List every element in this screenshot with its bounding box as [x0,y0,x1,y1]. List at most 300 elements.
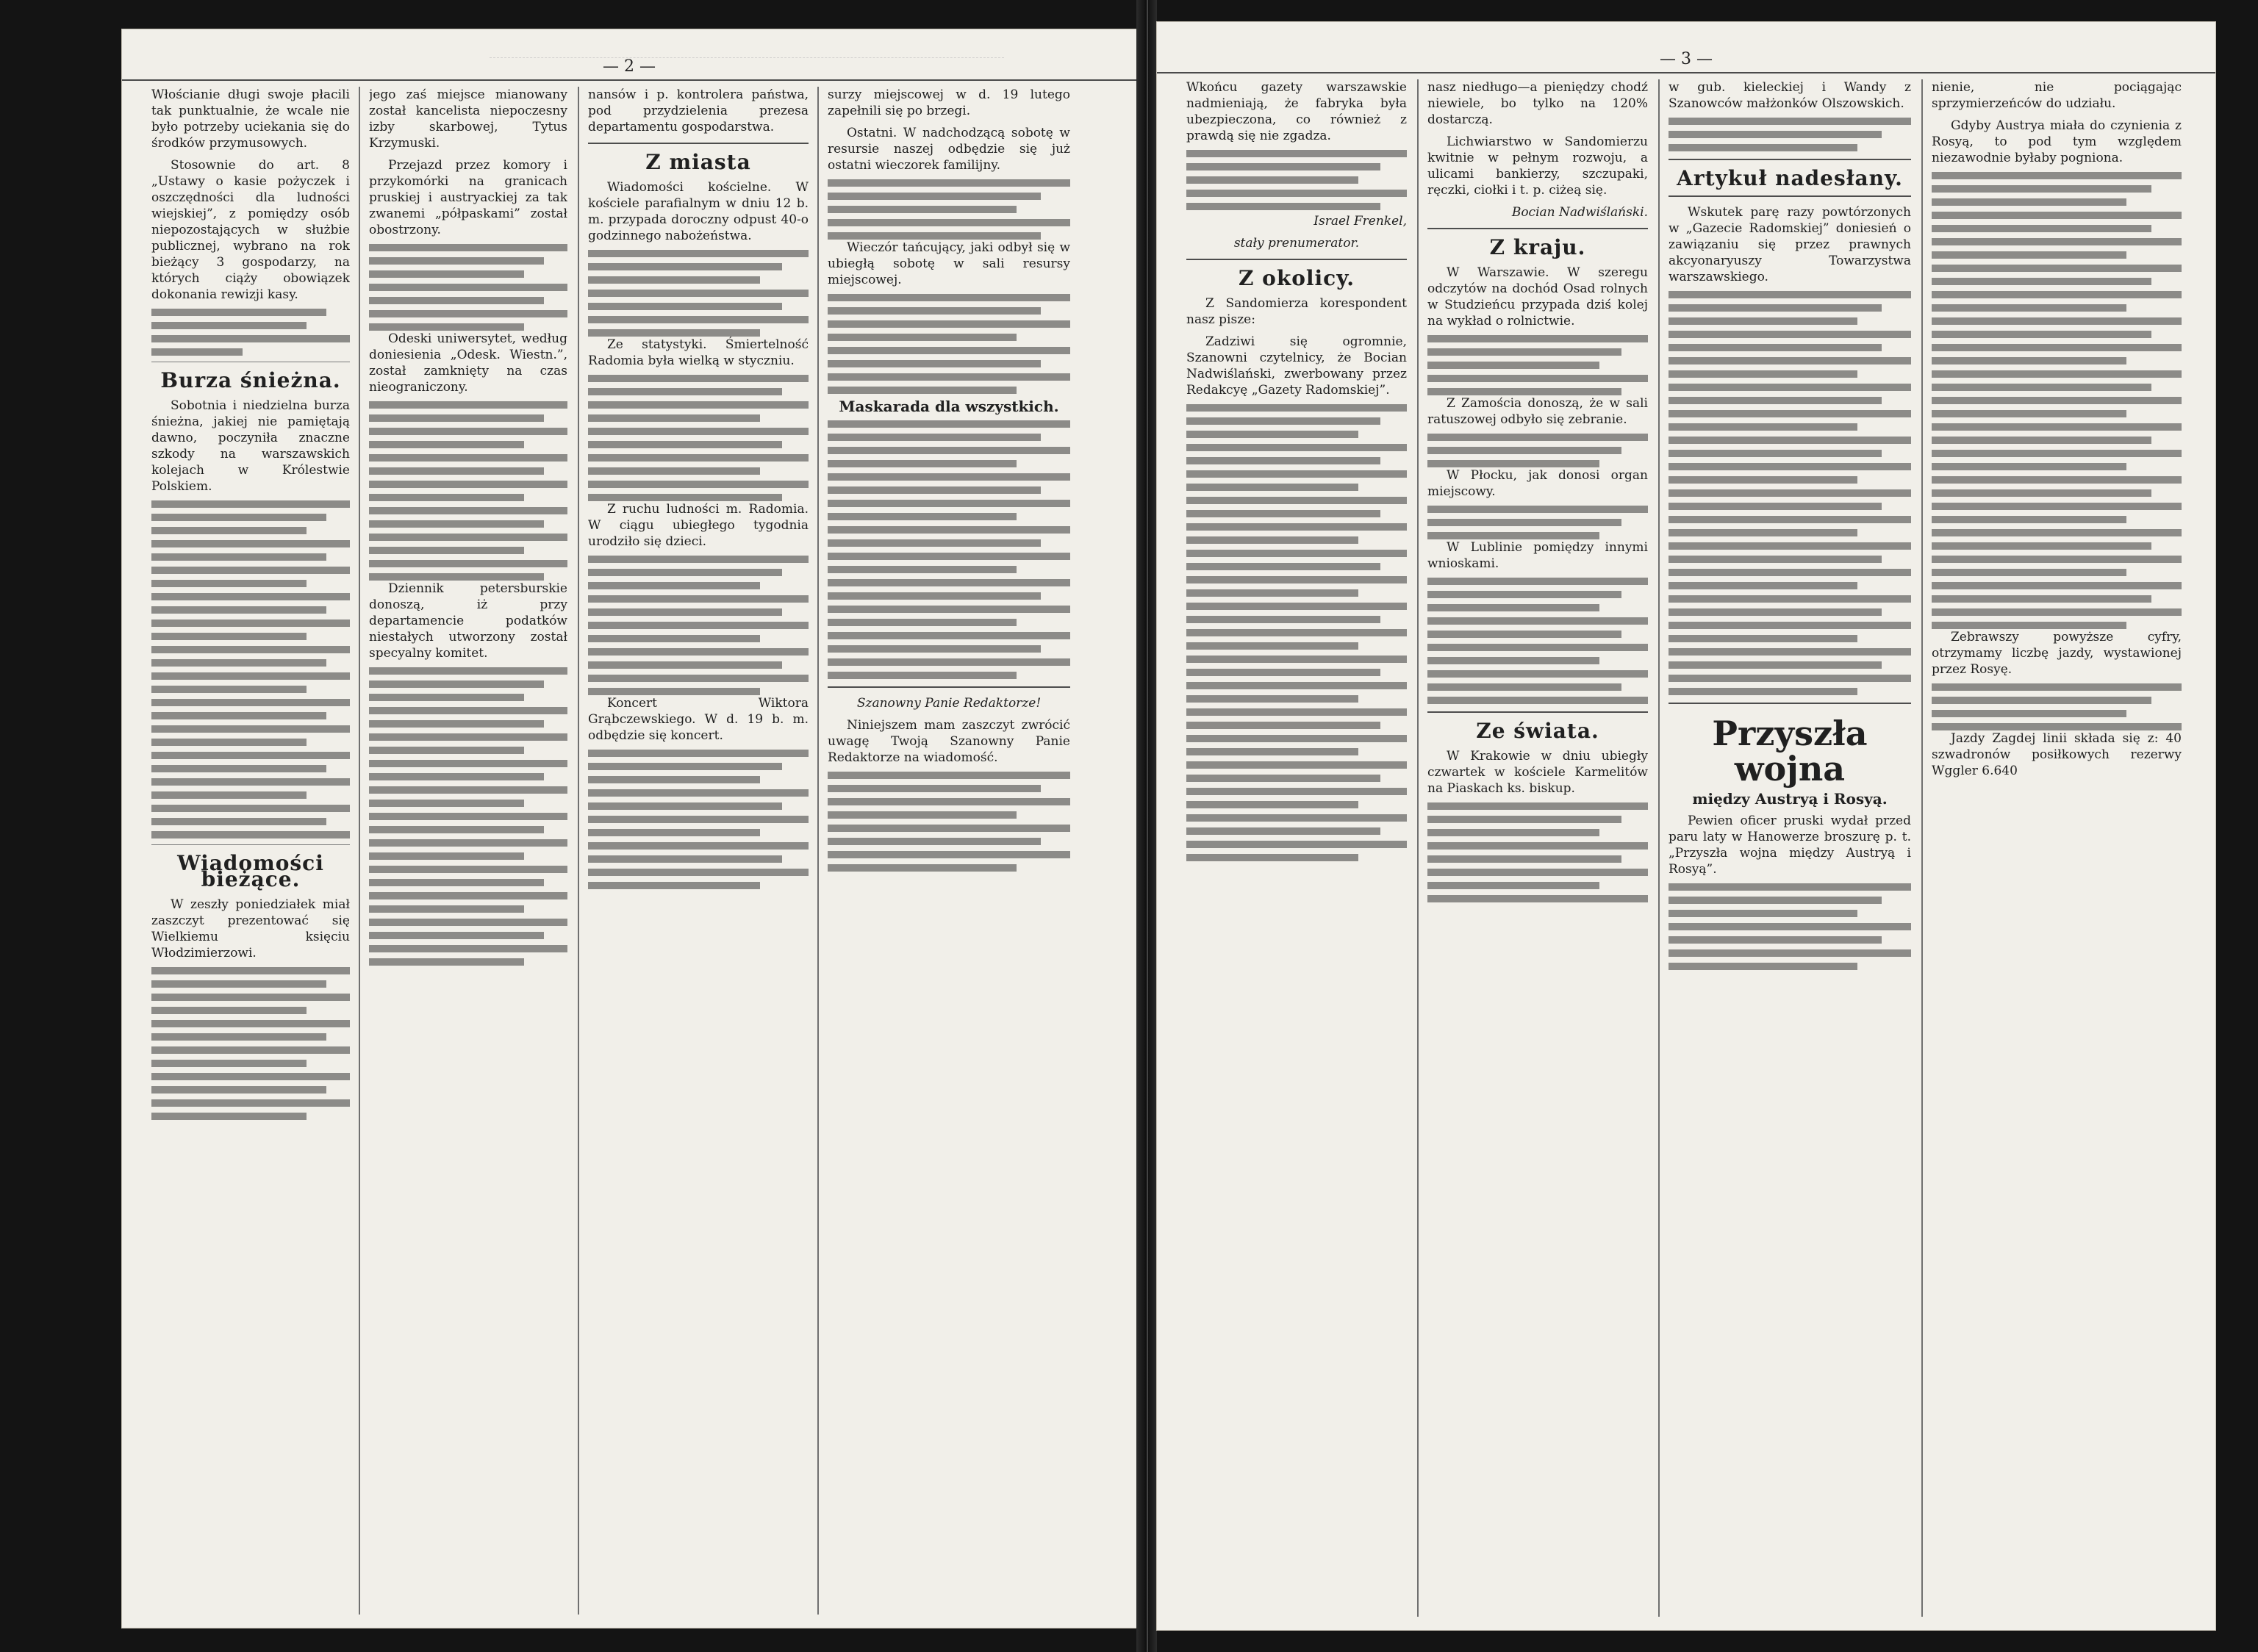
text-line [828,513,1017,520]
text-line [1669,450,1882,457]
text-line [588,454,809,462]
text-line [1932,251,2126,259]
left-col-1 [151,87,350,1615]
text-line [1186,775,1380,782]
left-col-2 [369,87,567,1615]
text-line [588,688,760,695]
text-line [1932,172,2182,179]
text-line [828,360,1041,367]
text-line [1932,397,2182,404]
text-line [1427,869,1648,876]
text-line [1427,447,1621,454]
text-line [369,866,567,873]
text-line [588,802,782,810]
text-line [828,179,1070,187]
text-line [151,1086,326,1093]
text-line [1669,304,1882,312]
text-line [369,773,544,780]
text-line [1186,163,1380,170]
text-line [151,620,350,627]
text-line [1932,622,2126,629]
signature-line: Israel Frenkel, [1313,214,1407,229]
text-line [151,527,307,534]
text-line [1427,388,1621,395]
text-line [1427,855,1621,863]
text-line [1186,603,1407,610]
text-line [828,553,1070,560]
text-line [1186,722,1380,729]
carnival-text: Ostatni. W nadchodzącą sobotę w resursie naszej odbędzie się już ostatni wieczorek familijny. [828,126,1070,173]
text-line [151,818,326,825]
text-line [151,712,326,719]
text-line [369,441,524,448]
text-line [369,507,567,514]
text-line [1186,656,1407,663]
text-line [828,566,1017,573]
text-line [151,725,350,733]
separator [151,844,350,845]
section-rule [1669,159,1911,160]
text-line [828,632,1070,639]
text-line [1932,265,2182,272]
text-line [1427,460,1599,467]
left-col4-top-text: surzy miejscowej w d. 19 lutego zapełnili się po brzegi. [828,87,1070,118]
text-line [588,290,809,297]
text-line [151,553,326,561]
column-rule [817,87,819,1615]
right-col3-top-text: w gub. kieleckiej i Wandy z Szanowców małżonków Olszowskich. [1669,80,1911,111]
right-col4-mid-text: Gdyby Austrya miała do czynienia z Rosyą, to pod tym względem niezawodnie byłaby pogniona. [1932,118,2182,165]
text-line [588,776,760,783]
text-line [588,329,760,337]
text-line [1669,437,1911,444]
news-lead: W zeszły poniedziałek miał zaszczyt prezentować się Wielkiemu księciu Włodzimierzowi. [151,897,350,960]
text-line [1427,591,1621,598]
text-line [369,520,544,528]
text-line [369,323,524,331]
text-line [1932,608,2182,616]
text-line [828,592,1041,600]
page-fold [1147,0,1148,1652]
text-line [1186,404,1407,412]
text-line [828,320,1070,328]
text-line [588,556,809,563]
text-line [588,494,782,501]
text-line [1669,622,1911,629]
text-line [828,526,1070,534]
text-line [588,375,809,382]
text-line [1932,304,2126,312]
text-line [151,739,307,746]
text-line [828,373,1070,381]
text-line [369,547,524,554]
text-line [828,579,1070,586]
text-line [1186,841,1407,848]
text-line [369,852,524,860]
article-title: Artykuł nadesłany. [1677,166,1903,190]
text-line [1186,589,1358,597]
text-line [1427,617,1648,625]
text-line [369,694,524,701]
text-line [369,257,544,265]
text-line [588,842,809,850]
text-line [588,428,809,435]
text-line [151,646,350,653]
text-line [1932,317,2182,325]
section-rule [1669,703,1911,704]
left-page-number: — 2 — [603,57,656,76]
text-line [1186,827,1380,835]
text-line [1669,357,1911,364]
text-line [151,500,350,508]
text-line [1669,463,1911,470]
text-line [369,879,544,886]
text-line [1669,897,1882,904]
text-line [1669,883,1911,891]
column-rule [1417,79,1419,1617]
text-line [588,882,760,889]
text-line [369,401,567,409]
text-line [151,699,350,706]
text-line [1186,642,1358,650]
text-line [151,1033,326,1041]
text-line [828,294,1070,301]
text-line [828,811,1017,819]
text-line [1186,176,1358,184]
text-line [1669,131,1882,138]
concert-text: Koncert Wiktora Grąbczewskiego. W d. 19 b. m. odbędzie się koncert. [588,696,809,743]
text-line [828,645,1041,653]
text-line [151,1113,307,1120]
right-page-number: — 3 — [1660,50,1713,68]
text-line [1669,118,1911,125]
text-line [1427,519,1621,526]
text-line [1932,516,2126,523]
text-line [1186,431,1358,438]
text-line [1427,895,1648,902]
text-line [1669,595,1911,603]
text-line [1186,563,1380,570]
text-line [828,658,1070,666]
text-line [369,270,524,278]
text-line [1932,529,2182,536]
text-line [1186,457,1380,464]
text-line [588,276,760,284]
text-line [151,335,350,342]
text-line [151,322,307,329]
text-line [1186,801,1358,808]
text-line [151,1073,350,1080]
text-line [588,316,809,323]
text-line [1186,616,1380,623]
text-line [1932,542,2151,550]
text-line [1932,556,2182,563]
right-page [1157,22,2215,1630]
text-line [1669,542,1911,550]
text-line [1932,278,2151,285]
right-col1-top-text: Wkońcu gazety warszawskie nadmieniają, że fabryka była ubezpieczona, co również z prawdą się nie zgadza. [1186,80,1407,143]
text-line [151,831,350,838]
text-line [151,686,307,693]
text-line [1669,370,1857,378]
text-line [588,622,809,629]
column-rule [359,87,360,1615]
text-line [151,980,326,988]
text-line [1669,317,1857,325]
text-line [828,232,1041,240]
text-line [1669,963,1857,970]
war-title: Przyszła wojna [1712,714,1868,789]
text-line [1669,936,1882,944]
text-line [1669,476,1857,484]
text-line [1427,532,1599,539]
text-line [151,309,326,316]
text-line [1932,331,2151,338]
text-line [588,582,760,589]
text-line [828,798,1070,805]
text-line [1427,697,1648,704]
section-rule [1427,711,1648,713]
text-line [1932,357,2126,364]
right-col4-top-text: nienie, nie pociągając sprzymierzeńców do udziału. [1932,80,2182,111]
evening-text: Wieczór tańcujący, jaki odbył się w ubiegłą sobotę w sali resursy miejscowej. [828,240,1070,287]
text-line [1427,348,1621,356]
text-line [1669,635,1857,642]
text-line [151,994,350,1001]
left-col-4 [828,87,1070,1615]
text-line [1186,203,1380,210]
text-line [588,816,809,823]
text-line [1932,423,2182,431]
text-line [588,789,809,797]
text-line [369,310,567,317]
signature-subtitle: stały prenumerator. [1233,236,1360,251]
text-line [828,307,1041,315]
text-line [1186,190,1407,197]
left-col-3 [588,87,809,1615]
text-line [828,347,1070,354]
text-line [588,675,809,682]
text-line [1186,523,1407,531]
text-line [369,244,567,251]
world-title: Ze świata. [1476,719,1599,743]
text-line [1427,375,1648,382]
text-line [588,595,809,603]
left-col2-univ-text: Odeski uniwersytet, według doniesienia „Odesk. Wiestn.”, został zamknięty na czas nieograniczony. [369,331,567,395]
text-line [1669,503,1882,510]
left-col1-top-text: Włościanie długi swoje płacili tak punktualnie, że wcale nie było potrzeby uciekania się do środków przymusowych. [151,87,350,151]
text-line [1186,682,1407,689]
text-line [1427,506,1648,513]
text-line [369,297,544,304]
right-col-4 [1932,79,2182,1617]
text-line [828,460,1017,467]
right-col4-bottom-text: Zebrawszy powyższe cyfry, otrzymamy liczbę jazdy, wystawionej przez Rosyę. [1932,630,2182,677]
signature-line: Bocian Nadwiślański. [1511,205,1648,220]
right-col2-mid-text: Lichwiarstwo w Sandomierzu kwitnie w pełnym rozwoju, a ulicami bankierzy, szczupaki, ręczki, ciołki i t. p. ciżeą się. [1427,134,1648,198]
text-line [369,284,567,291]
text-line [151,593,350,600]
text-line [588,388,782,395]
text-line [369,945,567,952]
text-line [1427,434,1648,441]
text-line [151,791,307,799]
text-line [588,263,782,270]
text-line [369,454,567,462]
text-line [1186,629,1407,636]
text-line [1669,556,1882,563]
text-line [151,1046,350,1054]
text-line [1932,410,2126,417]
editor-letter-text: Niniejszem mam zaszczyt zwrócić uwagę Twoją Szanowny Panie Redaktorze na wiadomość. [828,718,1070,765]
text-line [828,219,1070,226]
text-line [1932,344,2182,351]
left-page-top-rule [122,79,1136,81]
text-line [828,334,1017,341]
text-line [1186,550,1407,557]
text-line [1669,423,1857,431]
text-line [1427,683,1621,691]
text-line [1186,788,1407,795]
text-line [588,829,760,836]
text-line [369,667,567,675]
text-line [1932,185,2151,193]
text-line [1186,576,1407,583]
masquerade-title: Maskarada dla wszystkich. [839,398,1059,415]
text-line [828,206,1017,213]
text-line [369,932,544,939]
text-line [1669,291,1911,298]
news-title: Wiadomości bieżące. [177,851,324,891]
text-line [1932,238,2182,245]
text-line [1669,516,1911,523]
text-line [1427,882,1599,889]
text-line [1932,476,2182,484]
text-line [828,772,1070,779]
text-line [1186,417,1380,425]
text-line [1932,225,2151,232]
text-line [1932,370,2182,378]
text-line [369,573,544,581]
text-line [1427,631,1621,638]
text-line [151,580,307,587]
text-line [1669,582,1857,589]
text-line [588,569,782,576]
text-line [369,826,544,833]
text-line [588,303,782,310]
right-col-1 [1186,79,1407,1617]
text-line [1932,437,2151,444]
text-line [1669,608,1882,616]
left-col2-mid-text: Przejazd przez komory i przykomórki na granicach pruskiej i austryackiej za tak zwanemi „półpaskami” został obostrzony. [369,158,567,237]
text-line [1669,910,1857,917]
text-line [369,892,567,899]
text-line [1669,569,1911,576]
text-line [1427,657,1599,664]
text-line [1669,410,1911,417]
editor-address: Szanowny Panie Redaktorze! [856,696,1042,711]
lublin-text: W Lublinie pomiędzy innymi wnioskami. [1427,540,1648,571]
text-line [1186,761,1407,769]
text-line [369,707,567,714]
text-line [1932,450,2182,457]
right-page-header [1157,37,2215,81]
text-line [369,680,544,688]
text-line [369,800,524,807]
text-line [1932,489,2151,497]
right-col-2 [1427,79,1648,1617]
text-line [588,608,782,616]
text-line [588,635,760,642]
text-line [1932,569,2126,576]
text-line [1186,510,1380,517]
text-line [1427,829,1599,836]
text-line [369,813,567,820]
zamosc-text: Z Zamościa donoszą, że w sali ratuszowej odbyło się zebranie. [1427,396,1648,427]
right-col-3 [1669,79,1911,1617]
text-line [151,967,350,974]
text-line [1427,335,1648,342]
text-line [828,473,1070,481]
text-line [1186,470,1407,478]
text-line [588,763,782,770]
text-line [588,869,809,876]
text-line [1669,661,1882,669]
surroundings-text: Z Sandomierza korespondent nasz pisze: [1186,296,1407,327]
text-line [828,434,1041,441]
text-line [151,633,307,640]
text-line [1932,595,2151,603]
text-line [588,750,809,757]
text-line [369,839,567,847]
text-line [828,672,1017,679]
text-line [1427,842,1648,850]
surroundings-text-2: Zadziwi się ogromnie, Szanowni czytelnicy, że Bocian Nadwiślański, zwerbowany przez Redakcyę „Gazety Radomskiej”. [1186,334,1407,398]
text-line [1186,695,1358,703]
right-col2-top-text: nasz niedługo—a pieniędzy chodź niewiele, bo tylko na 120% dostarczą. [1427,80,1648,127]
text-line [1427,670,1648,678]
left-page-header [122,44,1136,88]
text-line [151,1060,307,1067]
left-col2-daily-text: Dziennik petersburskie donoszą, iż przy departamencie podatków niestałych utworzony został specyalny komitet. [369,581,567,661]
text-line [151,1007,307,1014]
war-text: Pewien oficer pruski wydał przed paru laty w Hanowerze broszurę p. t. „Przyszła wojna między Austryą i Rosyą”. [1669,814,1911,877]
text-line [1186,814,1407,822]
text-line [828,838,1041,845]
storm-intro: Sobotnia i niedzielna burza śnieżna, jakiej nie pamiętają dawno, poczyniła znaczne szkody na warszawskich kolejach w Królestwie Polskiem. [151,398,350,494]
section-rule [1186,259,1407,260]
text-line [151,348,243,356]
column-rule [1921,79,1923,1617]
text-line [369,428,567,435]
text-line [588,661,782,669]
text-line [1669,529,1857,536]
text-line [1932,463,2126,470]
text-line [369,560,567,567]
left-col1-mid-text: Stosownie do art. 8 „Ustawy o kasie pożyczek i oszczędności dla ludności wiejskiej”, z pomiędzy osób niepozostających w służbie publicznej, wybrano na rok bieżący 3 gospodarzy, na których ciąży obowiązek dokonania rewizji kasy. [151,158,350,302]
text-line [1669,688,1857,695]
text-line [1932,723,2182,730]
population-text: Z ruchu ludności m. Radomia. W ciągu ubiegłego tygodnia urodziło się dzieci. [588,502,809,549]
text-line [828,619,1017,626]
text-line [828,500,1070,507]
text-line [1932,503,2182,510]
text-line [1427,362,1599,369]
storm-title: Burza śnieżna. [160,368,341,392]
text-line [369,481,567,488]
text-line [369,919,567,926]
text-line [1427,816,1621,823]
